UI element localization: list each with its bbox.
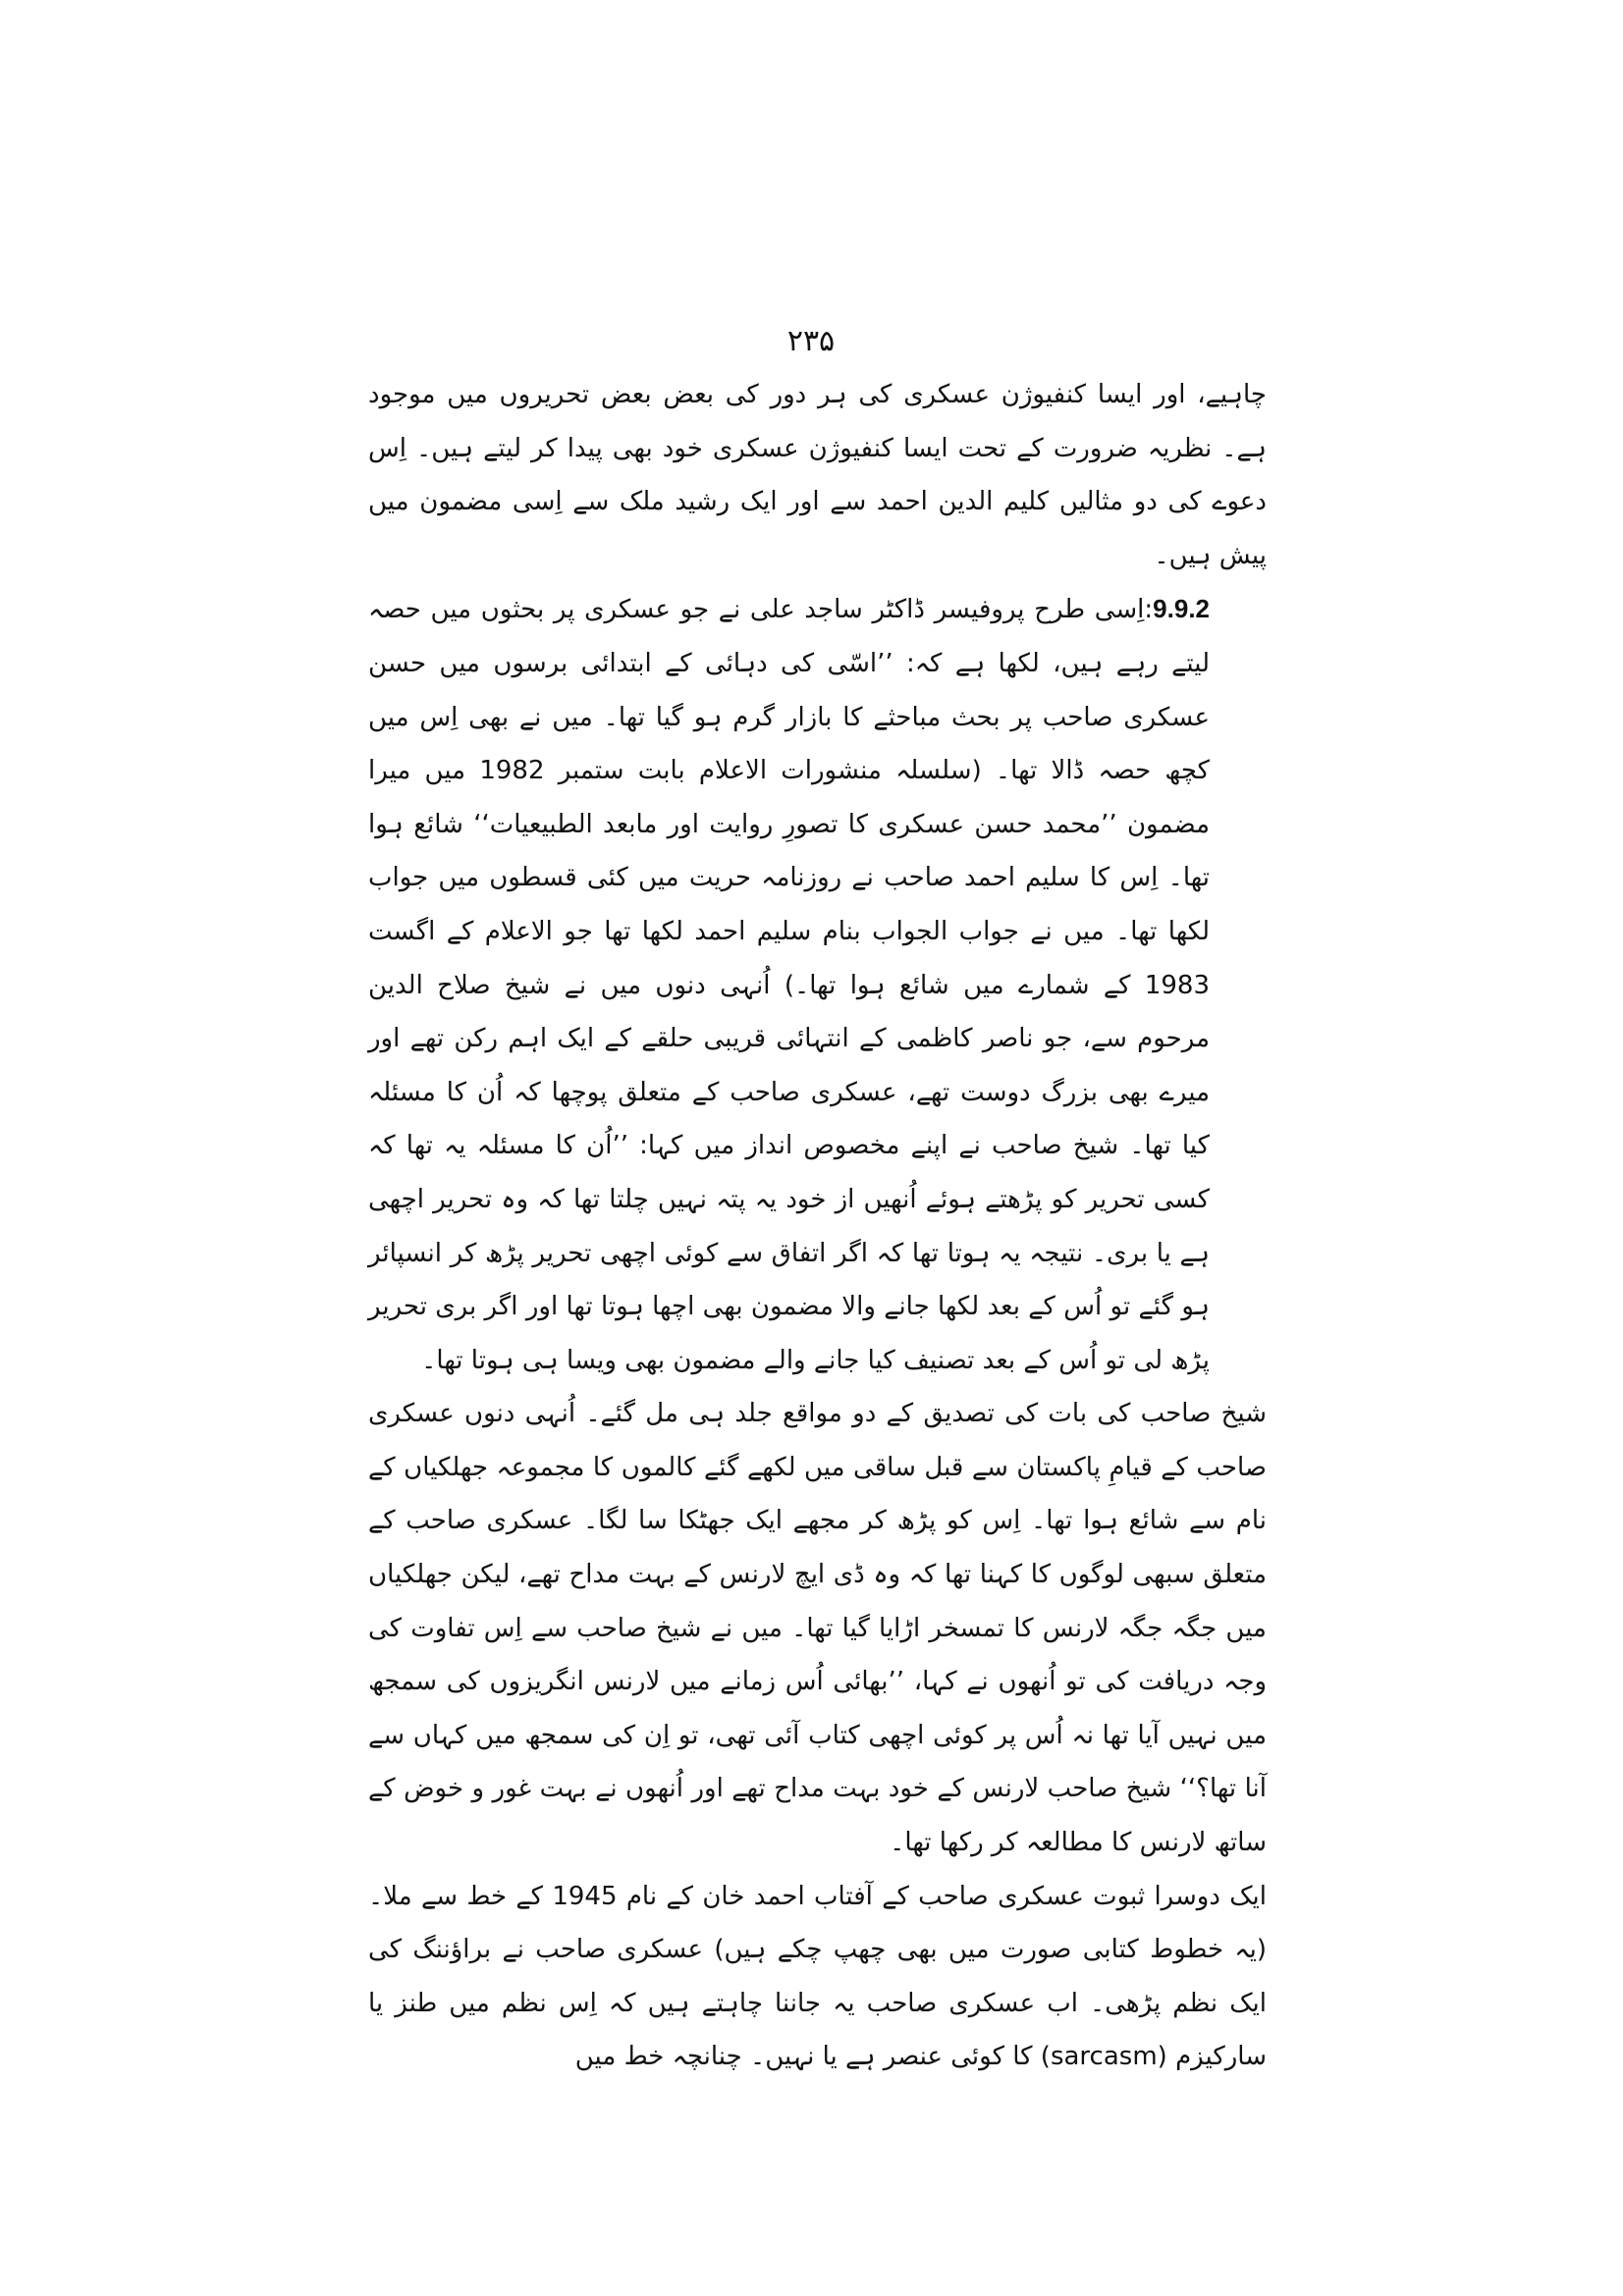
paragraph-intro: چاہیے، اور ایسا کنفیوژن عسکری کی ہر دور کی بعض بعض تحریروں میں موجود ہے۔ نظریہ ضرورت کے تحت ایسا کنفیوژن عسکری خود بھی پیدا کر لیتے ہیں۔ اِس دعوے کی دو مثالیں کلیم الدین احمد سے اور ایک رشید ملک سے اِسی مضمون میں پیش ہیں۔ xyxy=(368,380,1267,570)
paragraph-section-text: :اِسی طرح پروفیسر ڈاکٹر ساجد علی نے جو عسکری پر بحثوں میں حصہ لیتے رہے ہیں، لکھا ہے کہ: ’’اسّی کی دہائی کے ابتدائی برسوں میں حسن عسکری صاحب پر بحث مباحثے کا بازار گرم ہو گیا تھا۔ میں نے بھی اِس میں کچھ حصہ ڈالا تھا۔ (سلسلہ منشورات الاعلام بابت ستمبر 1982 میں میرا مضمون ’’محمد حسن عسکری کا تصورِ روایت اور مابعد الطبیعیات‘‘ شائع ہوا تھا۔ اِس کا سلیم احمد صاحب نے روزنامہ حریت میں کئی قسطوں میں جواب لکھا تھا۔ میں نے جواب الجواب بنام سلیم احمد لکھا تھا جو الاعلام کے اگست 1983 کے شمارے میں شائع ہوا تھا۔) اُنہی دنوں میں نے شیخ صلاح الدین مرحوم سے، جو ناصر کاظمی کے انتہائی قریبی حلقے کے ایک اہم رکن تھے اور میرے بھی بزرگ دوست تھے، عسکری صاحب کے متعلق پوچھا کہ اُن کا مسئلہ کیا تھا۔ شیخ صاحب نے اپنے مخصوص انداز میں کہا: ’’اُن کا مسئلہ یہ تھا کہ کسی تحریر کو پڑھتے ہوئے اُنھیں از خود یہ پتہ نہیں چلتا تھا کہ وہ تحریر اچھی ہے یا بری۔ نتیجہ یہ ہوتا تھا کہ اگر اتفاق سے کوئی اچھی تحریر پڑھ کر انسپائر ہو گئے تو اُس کے بعد لکھا جانے والا مضمون بھی اچھا ہوتا تھا اور اگر بری تحریر پڑھ لی تو اُس کے بعد تصنیف کیا جانے والے مضمون بھی ویسا ہی ہوتا تھا۔ xyxy=(368,595,1211,1375)
paragraph-section xyxy=(368,582,1267,1387)
paragraph-letter: ایک دوسرا ثبوت عسکری صاحب کے آفتاب احمد خان کے نام 1945 کے خط سے ملا۔ (یہ خطوط کتابی صورت میں بھی چھپ چکے ہیں) عسکری صاحب نے براؤننگ کی ایک نظم پڑھی۔ اب عسکری صاحب یہ جاننا چاہتے ہیں کہ اِس نظم میں طنز یا سارکیزم (sarcasm) کا کوئی عنصر ہے یا نہیں۔ چنانچہ خط میں xyxy=(368,1881,1267,2072)
page-number: ۲۳۵ xyxy=(786,324,836,358)
body-text xyxy=(368,368,1267,2084)
paragraph-jhalkiyan: شیخ صاحب کی بات کی تصدیق کے دو مواقع جلد ہی مل گئے۔ اُنہی دنوں عسکری صاحب کے قیامِ پاکستان سے قبل ساقی میں لکھے گئے کالموں کا مجموعہ جھلکیاں کے نام سے شائع ہوا تھا۔ اِس کو پڑھ کر مجھے ایک جھٹکا سا لگا۔ عسکری صاحب کے متعلق سبھی لوگوں کا کہنا تھا کہ وہ ڈی ایچ لارنس کے بہت مداح تھے، لیکن جھلکیاں میں جگہ جگہ لارنس کا تمسخر اڑایا گیا تھا۔ میں نے شیخ صاحب سے اِس تفاوت کی وجہ دریافت کی تو اُنھوں نے کہا، ’’بھائی اُس زمانے میں لارنس انگریزوں کی سمجھ میں نہیں آیا تھا نہ اُس پر کوئی اچھی کتاب آئی تھی، تو اِن کی سمجھ میں کہاں سے آنا تھا؟‘‘ شیخ صاحب لارنس کے خود بہت مداح تھے اور اُنھوں نے بہت غور و خوض کے ساتھ لارنس کا مطالعہ کر رکھا تھا۔ xyxy=(368,1399,1267,1858)
section-number: 9.9.2 xyxy=(1153,594,1210,624)
